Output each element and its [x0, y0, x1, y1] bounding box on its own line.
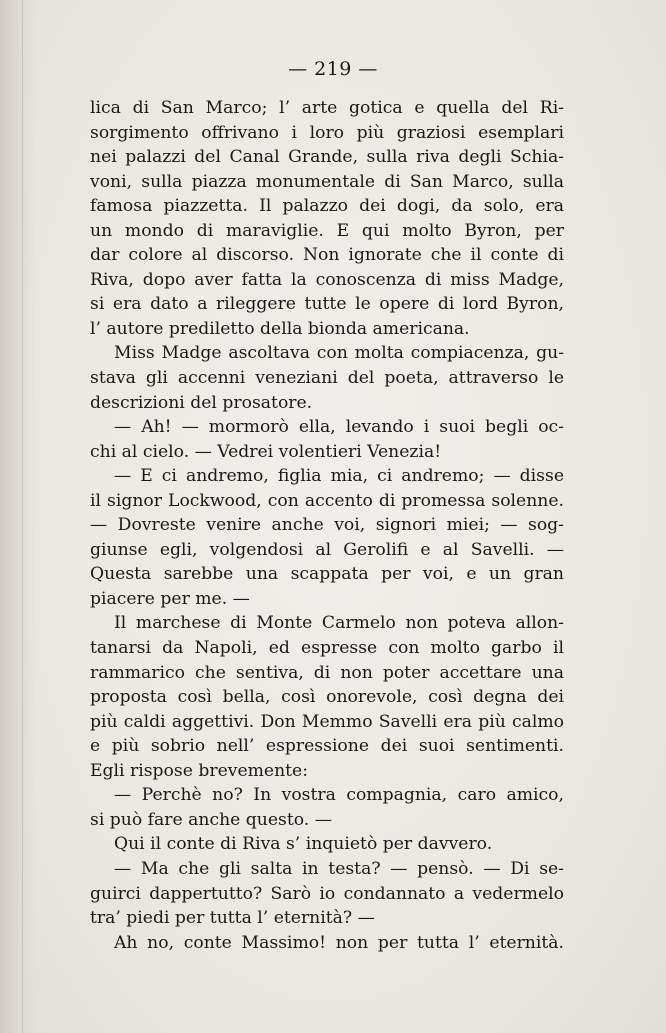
text-line: guirci dappertutto? Sarò io condannato a vedermelo [90, 883, 564, 904]
text-line: Ah no, conte Massimo! non per tutta l’ eternità. [114, 932, 564, 953]
text-line: un mondo di maraviglie. E qui molto Byron, per [90, 220, 564, 241]
text-line: lica di San Marco; l’ arte gotica e quella del Ri- [90, 98, 564, 118]
text-line: si era dato a rileggere tutte le opere di lord Byron, [90, 294, 564, 315]
text-line: sorgimento offrivano i loro più graziosi esemplari [90, 122, 564, 143]
text-line: l’ autore prediletto della bionda americana. [90, 318, 470, 339]
text-line: voni, sulla piazza monumentale di San Marco, sulla [90, 171, 564, 192]
text-line: descrizioni del prosatore. [90, 392, 313, 413]
text-line: giunse egli, volgendosi al Gerolifi e al Savelli. — [90, 539, 564, 560]
text-line: e più sobrio nell’ espressione dei suoi sentimenti. [90, 736, 564, 757]
text-line: più caldi aggettivi. Don Memmo Savelli era più calmo [90, 711, 564, 732]
text-line: nei palazzi del Canal Grande, sulla riva degli Schia- [90, 147, 564, 168]
text-line: Egli rispose brevemente: [90, 760, 309, 781]
text-line: tanarsi da Napoli, ed espresse con molto garbo il [90, 638, 564, 659]
text-line: — E ci andremo, figlia mia, ci andremo; — disse [114, 466, 564, 487]
gutter-fold-line [22, 0, 23, 1033]
text-line: proposta così bella, così onorevole, così degna dei [90, 687, 564, 708]
text-line: Questa sarebbe una scappata per voi, e un gran [90, 564, 564, 585]
text-line: famosa piazzetta. Il palazzo dei dogi, da solo, era [90, 196, 564, 217]
text-line: si può fare anche questo. — [90, 809, 332, 830]
text-line: il signor Lockwood, con accento di promessa solenne. [90, 490, 564, 511]
page-gutter-shadow [0, 0, 36, 1033]
text-line: stava gli accenni veneziani del poeta, attraverso le [90, 368, 564, 389]
text-line: piacere per me. — [90, 588, 250, 609]
text-line: Miss Madge ascoltava con molta compiacenza, gu- [114, 343, 564, 364]
text-line: — Ma che gli salta in testa? — pensò. — Di se- [114, 858, 564, 879]
body-text [90, 96, 564, 955]
text-line: chi al cielo. — Vedrei volentieri Venezia! [90, 441, 442, 462]
text-line: Il marchese di Monte Carmelo non poteva allon- [114, 613, 564, 634]
page-number: — 219 — [288, 58, 378, 80]
text-line: rammarico che sentiva, di non poter accettare una [90, 662, 564, 683]
text-line: — Perchè no? In vostra compagnia, caro amico, [114, 785, 564, 806]
text-line: Qui il conte di Riva s’ inquietò per davvero. [114, 834, 493, 855]
text-line: tra’ piedi per tutta l’ eternità? — [90, 908, 375, 929]
text-line: Riva, dopo aver fatta la conoscenza di miss Madge, [90, 269, 564, 290]
text-line: — Ah! — mormorò ella, levando i suoi begli oc- [114, 417, 564, 438]
text-line: — Dovreste venire anche voi, signori miei; — sog- [90, 515, 564, 536]
text-line: dar colore al discorso. Non ignorate che il conte di [90, 245, 564, 266]
